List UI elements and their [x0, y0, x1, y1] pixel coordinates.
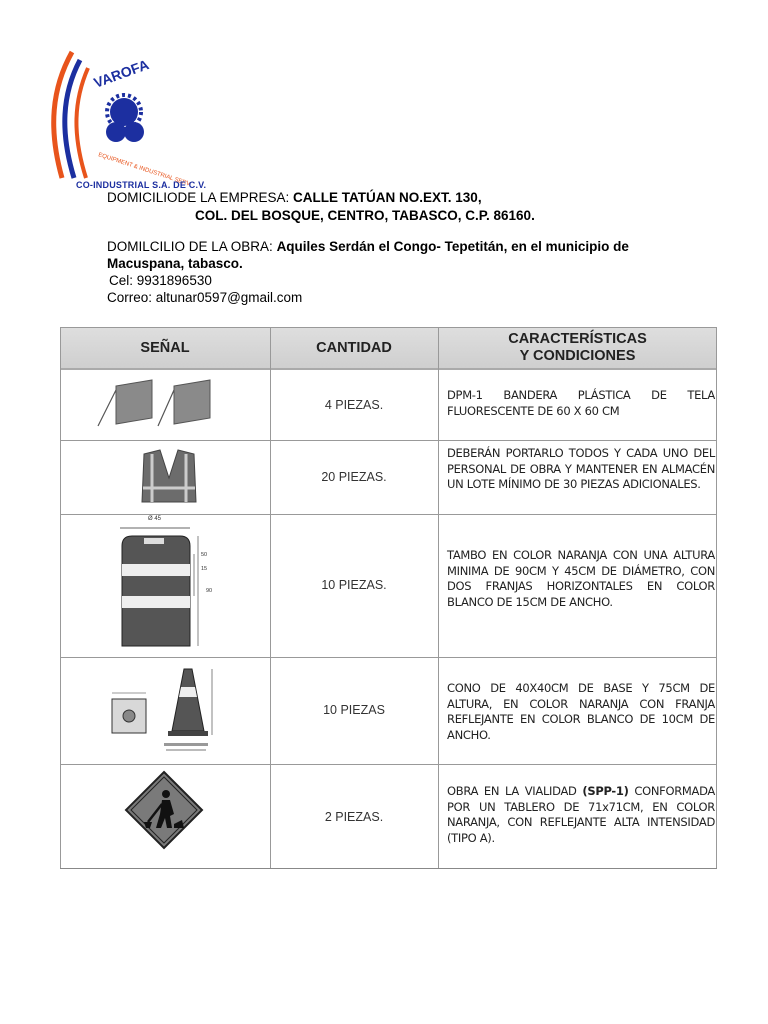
company-address-label: DOMICILIODE LA EMPRESA: [107, 190, 294, 205]
work-address [107, 238, 667, 272]
table-header [60, 328, 717, 370]
column-divider [438, 328, 439, 868]
drum-diameter-label: Ø 45 [148, 516, 162, 522]
work-address-label: DOMILCILIO DE LA OBRA: [107, 239, 277, 254]
row-quantity: 20 PIEZAS. [321, 470, 387, 484]
signals-table [60, 327, 717, 869]
row-description-prefix: OBRA EN LA VIALIDAD [447, 784, 583, 798]
road-work-sign [124, 770, 204, 855]
email: Correo: altunar0597@gmail.com [107, 290, 303, 305]
table-row [60, 368, 717, 441]
logo-tagline: EQUIPMENT & INDUSTRIAL SERVICES [97, 152, 190, 192]
row-description: DEBERÁN PORTARLO TODOS Y CADA UNO DEL PERSONAL DE OBRA Y MANTENER EN ALMACÉN UN LOTE MÍNIMO DE 30 PIEZAS ADICIONALES. [447, 446, 715, 491]
row-description-code: (SPP-1) [582, 784, 629, 798]
company-address-value: CALLE TATÚAN NO.EXT. 130, [293, 190, 482, 205]
header-quantity: CANTIDAD [316, 339, 392, 356]
header-characteristics [438, 328, 717, 368]
header-signal: SEÑAL [140, 339, 190, 356]
table-border-right [716, 328, 717, 868]
row-quantity: 10 PIEZAS [323, 703, 385, 717]
drum-dim-90: 90 [206, 588, 213, 594]
logo-company-name: CO-INDUSTRIAL S.A. DE C.V. [76, 180, 207, 190]
work-address-value: Aquiles Serdán el Congo- Tepetitán, en el municipio de Macuspana, tabasco. [107, 239, 629, 271]
header-characteristics-line2: Y CONDICIONES [519, 348, 636, 364]
row-description: TAMBO EN COLOR NARANJA CON UNA ALTURA MINIMA DE 90CM Y 45CM DE DIÁMETRO, CON DOS FRANJAS HORIZONTALES EN COLOR BLANCO DE 15CM DE ANCHO. [447, 548, 715, 609]
header-characteristics-line1: CARACTERÍSTICAS [508, 331, 647, 347]
row-description: DPM-1 BANDERA PLÁSTICA DE TELA FLUORESCENTE DE 60 X 60 CM [447, 388, 715, 418]
company-logo [40, 48, 190, 196]
table-border-left [60, 328, 61, 868]
table-row [60, 440, 717, 515]
column-divider [270, 328, 271, 868]
drum-dim-50: 50 [201, 552, 208, 558]
table-row [60, 657, 717, 765]
row-quantity: 4 PIEZAS. [324, 398, 384, 412]
vest-image [138, 448, 200, 509]
cel-phone: Cel: 9931896530 [109, 273, 212, 288]
row-quantity: 10 PIEZAS. [321, 578, 387, 592]
cone-drawing [100, 665, 230, 760]
logo-brand-text: VAROFA [91, 56, 151, 91]
company-address-line2: COL. DEL BOSQUE, CENTRO, TABASCO, C.P. 86160. [195, 208, 535, 223]
row-quantity: 2 PIEZAS. [324, 810, 384, 824]
table-row [60, 514, 717, 658]
drum-drawing [110, 514, 220, 661]
row-description [447, 784, 715, 846]
row-description: CONO DE 40X40CM DE BASE Y 75CM DE ALTURA, EN COLOR NARANJA CON FRANJA REFLEJANTE EN COLOR BLANCO DE 10CM DE ANCHO. [447, 681, 715, 742]
company-address-line1 [107, 189, 482, 206]
row-description-rest: CONFORMADA POR UN TABLERO DE 71x71CM, EN COLOR NARANJA, CON REFLEJANTE ALTA INTENSIDAD (TIPO A). [447, 784, 715, 845]
flag-image [96, 376, 216, 437]
drum-dim-15: 15 [201, 566, 208, 572]
table-row [60, 764, 717, 868]
